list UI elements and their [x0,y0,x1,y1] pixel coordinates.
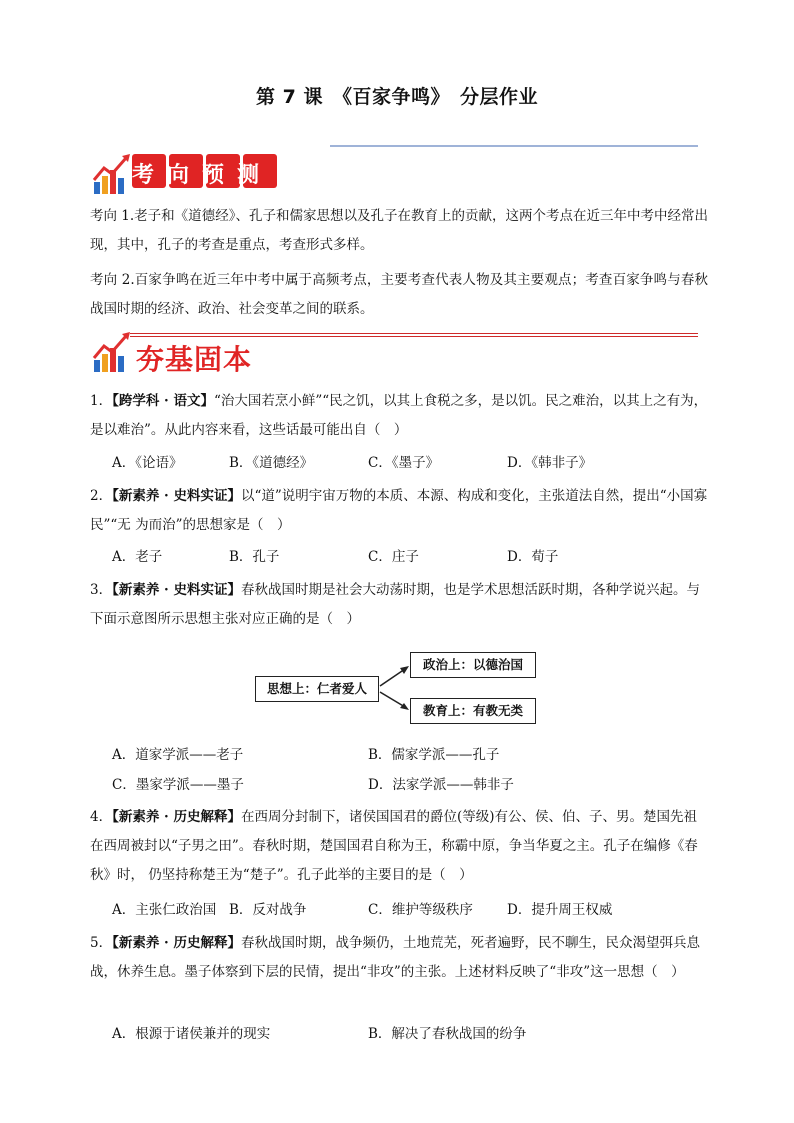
q2-option-d[interactable]: D．荀子 [507,549,559,565]
q4-option-c[interactable]: C．维护等级秩序 [368,902,473,918]
q5-option-a[interactable]: A．根源于诸侯兼并的现实 [112,1026,271,1042]
forecast-paragraph-1: 考向 1.老子和《道德经》、孔子和儒家思想以及孔子在教育上的贡献，这两个考点在近三年中考中经常出现，其中，孔子的考查是重点，考查形式多样。 [90,208,708,253]
question-tag: 【新素养 · 历史解释】 [112,935,241,951]
q4-option-d[interactable]: D．提升周王权威 [507,902,613,918]
question-tag: 【新素养 · 史料实证】 [112,582,241,598]
q2-option-c[interactable]: C．庄子 [368,549,419,565]
diagram-top-box: 政治上：以德治国 [410,652,536,678]
question-text: “治大国若烹小鲜”“民之饥，以其上食税之多，是以饥。民之难治，以其上之有为，是以难治”。从此内容来看，这些话最可能出自（ ） [90,393,708,438]
section-exam-forecast-logo [92,152,292,198]
question-text: 春秋战国时期是社会大动荡时期，也是学术思想活跃时期，各种学说兴起。与下面示意图所示思想主张对应正确的是（ ） [90,582,700,627]
q3-option-c[interactable]: C．墨家学派——墨子 [112,777,244,793]
question-tag: 【新素养 · 史料实证】 [112,488,241,504]
question-text: 以“道”说明宇宙万物的本质、本源、构成和变化，主张道法自然，提出“小国寡民”“无 为而治”的思想家是（ ） [90,488,708,533]
question-text: 春秋战国时期，战争频仍，土地荒芜，死者遍野，民不聊生，民众渴望弭兵息战，休养生息。墨子体察到下层的民情，提出“非攻”的主张。上述材料反映了“非攻”这一思想（ ） [90,935,700,980]
question-number: 2． [90,488,113,504]
section-foundation-heading: 夯基固本 [136,343,253,376]
question-number: 4． [90,809,113,825]
question-tag: 【新素养 · 历史解释】 [112,809,241,825]
q4-option-a[interactable]: A．主张仁政治国 [112,902,217,918]
q3-option-a[interactable]: A．道家学派——老子 [112,747,244,763]
question-number: 1． [90,393,113,409]
section-foundation-logo [92,330,292,376]
title-underline [330,145,698,147]
question-3 [90,576,708,634]
question-number: 5． [90,935,113,951]
question-tag: 【跨学科 · 语文】 [112,393,214,409]
q1-option-a[interactable]: A．《论语》 [112,455,183,471]
diagram-center-box: 思想上：仁者爱人 [255,676,379,702]
question-number: 3． [90,582,113,598]
q5-option-b[interactable]: B．解决了春秋战国的纷争 [368,1026,527,1042]
question-5 [90,929,708,987]
q1-option-b[interactable]: B．《道德经》 [229,455,314,471]
q1-option-d[interactable]: D．《韩非子》 [507,455,593,471]
thought-diagram [255,652,540,724]
chart-trend-icon [92,330,132,376]
page-title: 第 7 课 《百家争鸣》 分层作业 [256,86,538,108]
question-1 [90,387,708,445]
question-4 [90,803,708,890]
section-exam-forecast-heading: 考向预测 [132,163,273,188]
q3-option-d[interactable]: D．法家学派——韩非子 [368,777,514,793]
question-2 [90,482,708,540]
q2-option-a[interactable]: A．老子 [112,549,163,565]
q2-option-b[interactable]: B．孔子 [229,549,280,565]
q4-option-b[interactable]: B．反对战争 [229,902,307,918]
q1-option-c[interactable]: C．《墨子》 [368,455,440,471]
forecast-paragraph-2: 考向 2.百家争鸣在近三年中考中属于高频考点，主要考查代表人物及其主要观点；考查百家争鸣与春秋战国时期的经济、政治、社会变革之间的联系。 [90,272,708,317]
diagram-bottom-box: 教育上：有教无类 [410,698,536,724]
question-text: 在西周分封制下，诸侯国国君的爵位(等级)有公、侯、伯、子、男。楚国先祖在西周被封以“子男之田”。春秋时期，楚国国君自称为王，称霸中原，争当华夏之主。孔子在编修《春秋》时， 仍坚持称楚王为“楚子”。孔子此举的主要目的是（ ） [90,809,698,883]
q3-option-b[interactable]: B．儒家学派——孔子 [368,747,500,763]
